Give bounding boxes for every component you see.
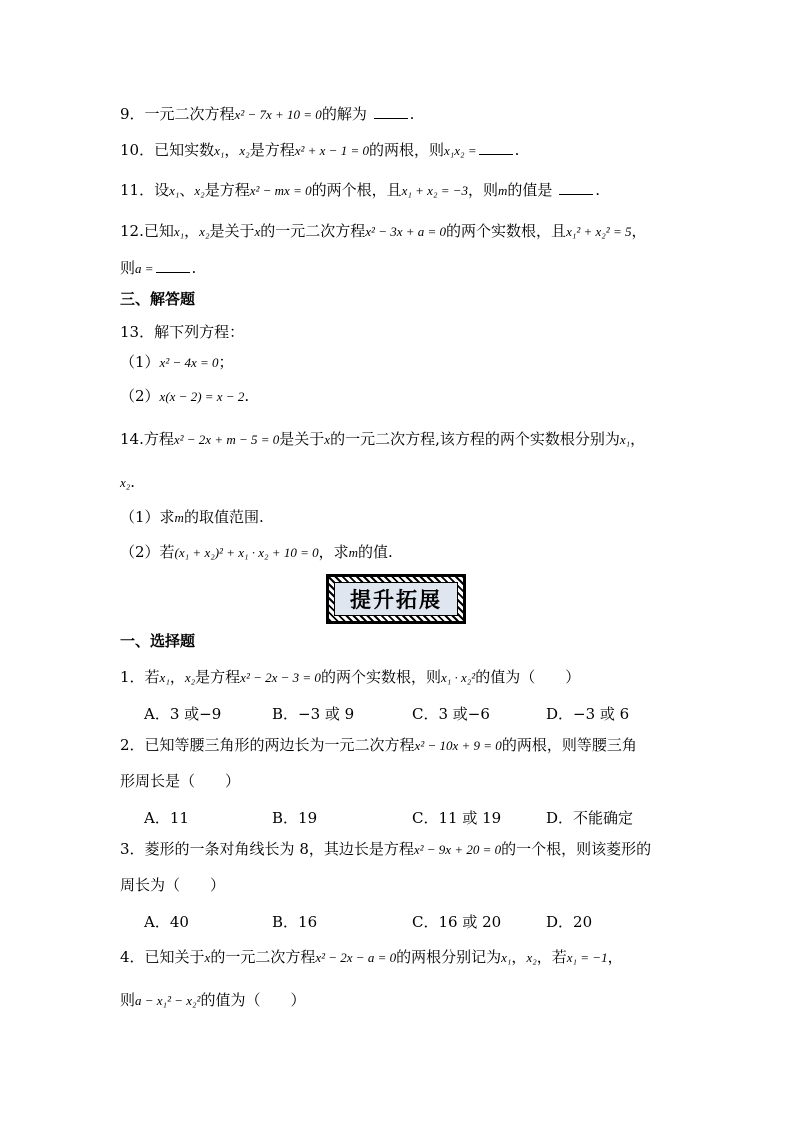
- option-c[interactable]: C．16 或 20: [412, 913, 502, 931]
- option-c[interactable]: C．11 或 19: [412, 809, 502, 827]
- option-b[interactable]: B．16: [272, 913, 318, 931]
- question-14-line2: x₂.: [120, 473, 136, 491]
- equation: x² − 2x − a = 0: [315, 950, 397, 965]
- answer-blank[interactable]: [374, 104, 408, 119]
- equation: x² − 4x = 0: [159, 355, 219, 370]
- question-13-part-2: （2）x(x − 2) = x − 2.: [120, 387, 250, 405]
- option-a[interactable]: A．40: [144, 913, 189, 931]
- question-11: 11．设x₁、x₂是方程x² − mx = 0的两个根，且x₁ + x₂ = −3，则m的值是 .: [120, 181, 600, 199]
- equation: x² − 9x + 20 = 0: [413, 842, 502, 857]
- section-title: 三、解答题: [120, 290, 196, 308]
- equation: x² − 3x + a = 0: [365, 224, 447, 239]
- choice-question-1: 1．若x₁，x₂是方程x² − 2x − 3 = 0的两个实数根，则x₁ · x₂²的值为（ ）: [120, 668, 581, 686]
- choice-question-2-line2: 形周长是（ ）: [120, 772, 241, 790]
- choice-question-2: 2．已知等腰三角形的两边长为一元二次方程x² − 10x + 9 = 0的两根，则等腰三角: [120, 736, 637, 754]
- question-12: 12.已知x₁，x₂是关于x的一元二次方程x² − 3x + a = 0的两个实数根，且x₁² + x₂² = 5，: [120, 222, 647, 240]
- question-13: 13．解下列方程：: [120, 323, 245, 341]
- option-a[interactable]: A．3 或−9: [144, 705, 222, 723]
- equation: x² − 2x + m − 5 = 0: [173, 432, 280, 447]
- question-14: 14.方程x² − 2x + m − 5 = 0是关于x的一元二次方程,该方程的两个实数根分别为x₁，: [120, 430, 646, 448]
- question-10: 10．已知实数x₁，x₂是方程x² + x − 1 = 0的两根，则x₁x₂ = .: [120, 141, 520, 159]
- choice-question-4-line2: 则a − x₁² − x₂²的值为（ ）: [120, 991, 306, 1009]
- option-d[interactable]: D．不能确定: [546, 809, 634, 827]
- answer-blank[interactable]: [156, 258, 190, 273]
- equation: x² + x − 1 = 0: [294, 143, 369, 158]
- question-9: 9．一元二次方程x² − 7x + 10 = 0的解为 .: [120, 105, 415, 123]
- question-12-line2: 则a = .: [120, 259, 197, 277]
- equation: x² − 2x − 3 = 0: [240, 670, 321, 685]
- choice-question-3-line2: 周长为（ ）: [120, 876, 226, 894]
- option-d[interactable]: D．20: [546, 913, 593, 931]
- answer-blank[interactable]: [479, 140, 513, 155]
- equation: x² − 7x + 10 = 0: [234, 107, 322, 122]
- question-14-part-1: （1）求m的取值范围.: [120, 508, 264, 526]
- option-a[interactable]: A．11: [144, 809, 189, 827]
- banner-title: 提升拓展: [334, 582, 458, 616]
- question-14-part-2: （2）若(x₁ + x₂)² + x₁ · x₂ + 10 = 0，求m的值.: [120, 543, 393, 561]
- equation: x(x − 2) = x − 2: [159, 389, 245, 404]
- option-d[interactable]: D．−3 或 6: [546, 705, 630, 723]
- equation: x² − mx = 0: [249, 183, 312, 198]
- choice-question-3: 3．菱形的一条对角线长为 8，其边长是方程x² − 9x + 20 = 0的一个根，则该菱形的: [120, 840, 652, 858]
- option-b[interactable]: B．19: [272, 809, 318, 827]
- section-banner: [326, 574, 466, 624]
- answer-blank[interactable]: [559, 180, 593, 195]
- section-title: 一、选择题: [120, 632, 196, 650]
- equation: x² − 10x + 9 = 0: [414, 738, 502, 753]
- question-13-part-1: （1）x² − 4x = 0；: [120, 353, 234, 371]
- option-c[interactable]: C．3 或−6: [412, 705, 490, 723]
- option-b[interactable]: B．−3 或 9: [272, 705, 355, 723]
- choice-question-4: 4．已知关于x的一元二次方程x² − 2x − a = 0的两根分别记为x₁，x₂，若x₁ = −1，: [120, 948, 623, 966]
